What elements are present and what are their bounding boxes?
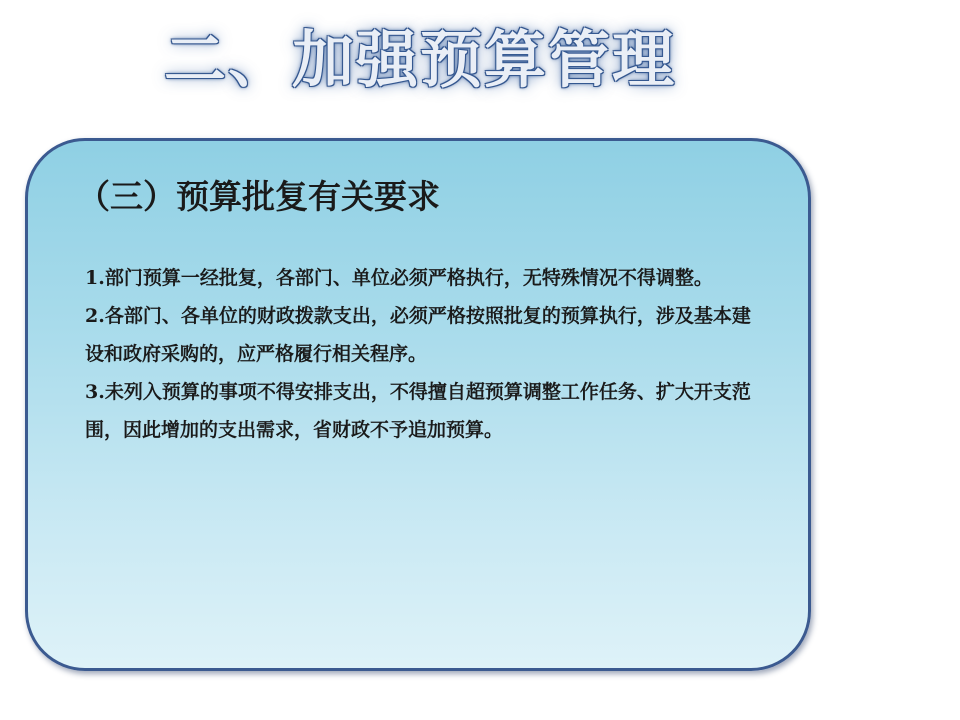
requirement-item-3: 3.未列入预算的事项不得安排支出，不得擅自超预算调整工作任务、扩大开支范围，因此增加的支出需求，省财政不予追加预算。 [85, 381, 751, 441]
section-heading: （三）预算批复有关要求 [77, 177, 440, 216]
requirement-item-1: 1.部门预算一经批复，各部门、单位必须严格执行，无特殊情况不得调整。 [85, 267, 713, 289]
slide-title: 二、加强预算管理 [163, 23, 676, 96]
requirement-item-2: 2.各部门、各单位的财政拨款支出，必须严格按照批复的预算执行，涉及基本建设和政府采购的，应严格履行相关程序。 [85, 305, 751, 365]
requirement-list [85, 259, 765, 449]
content-card [25, 138, 811, 671]
